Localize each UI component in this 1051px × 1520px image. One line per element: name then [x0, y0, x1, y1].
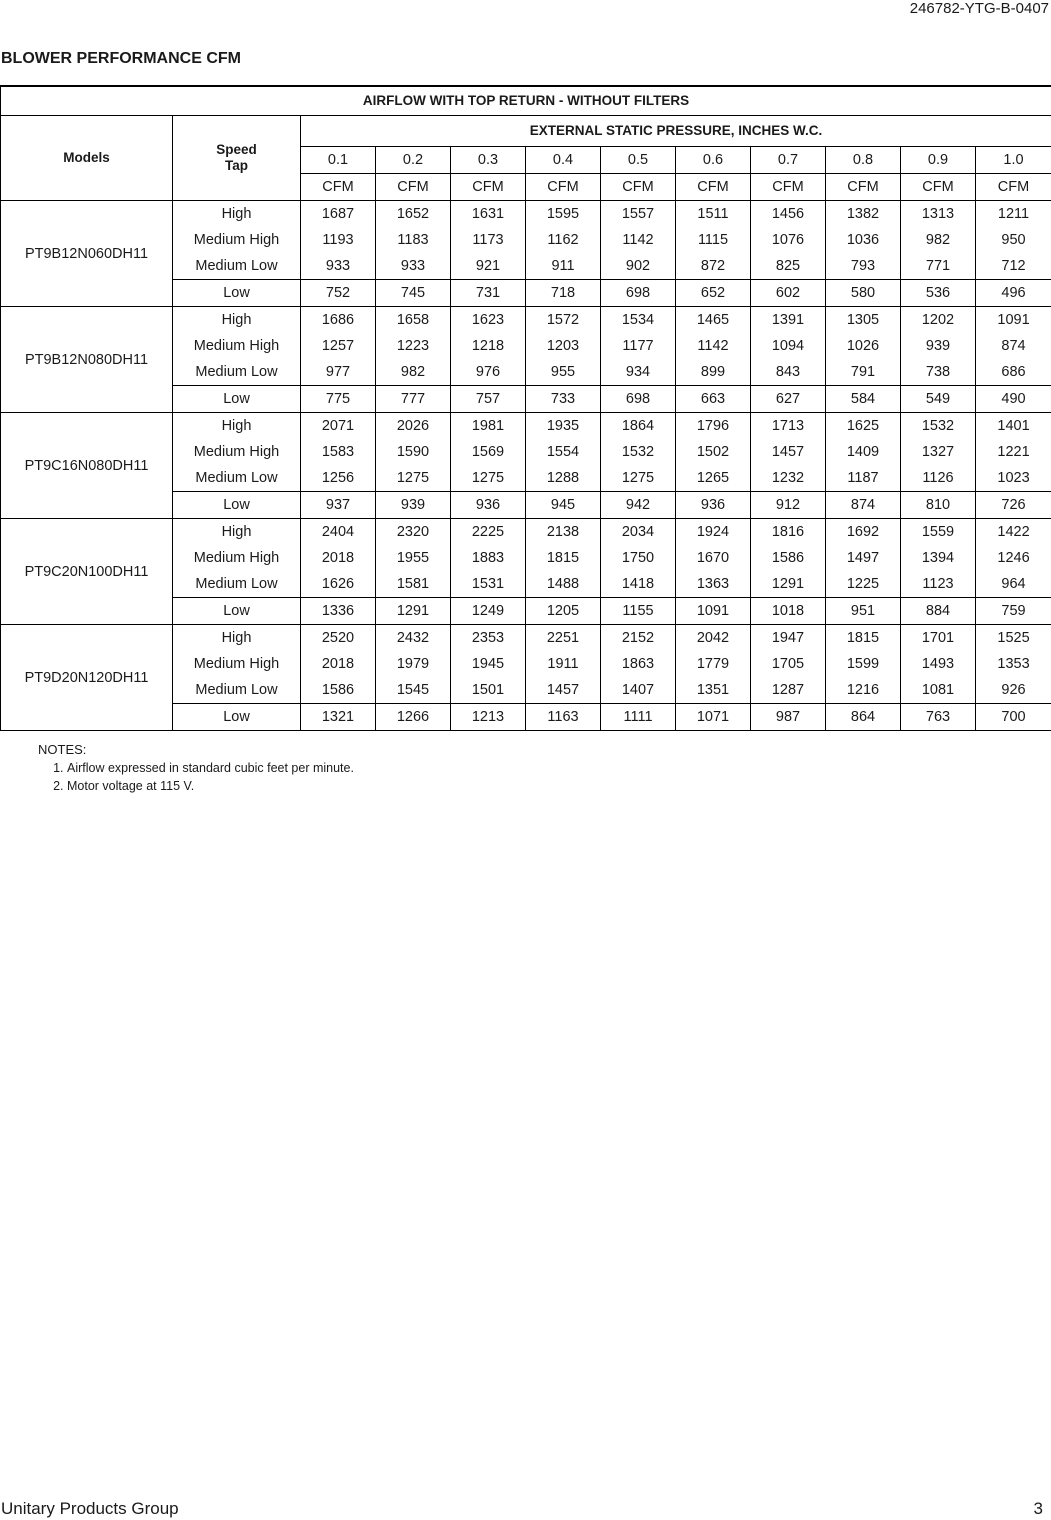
cfm-value-cell: 2404: [301, 519, 376, 546]
speed-tap-label-line2: Tap: [225, 158, 248, 173]
cfm-value-cell: 1205: [526, 598, 601, 625]
cfm-value-cell: 1457: [526, 677, 601, 704]
cfm-value-cell: 771: [901, 253, 976, 280]
unit-header-cell: CFM: [976, 174, 1051, 201]
cfm-value-cell: 1287: [751, 677, 826, 704]
cfm-value-cell: 1213: [451, 704, 526, 731]
cfm-value-cell: 1091: [676, 598, 751, 625]
cfm-value-cell: 1626: [301, 571, 376, 598]
cfm-value-cell: 712: [976, 253, 1051, 280]
cfm-value-cell: 1275: [376, 465, 451, 492]
cfm-value-cell: 1266: [376, 704, 451, 731]
cfm-value-cell: 1401: [976, 413, 1051, 440]
speed-tap-label-line1: Speed: [216, 142, 257, 157]
cfm-value-cell: 1456: [751, 201, 826, 228]
cfm-value-cell: 1457: [751, 439, 826, 465]
pressure-header-cell: 1.0: [976, 147, 1051, 174]
speed-tap-cell: Medium High: [173, 227, 301, 253]
cfm-value-cell: 1177: [601, 333, 676, 359]
cfm-value-cell: 1501: [451, 677, 526, 704]
cfm-value-cell: 2225: [451, 519, 526, 546]
cfm-value-cell: 911: [526, 253, 601, 280]
cfm-value-cell: 1796: [676, 413, 751, 440]
cfm-value-cell: 1557: [601, 201, 676, 228]
unit-header-cell: CFM: [676, 174, 751, 201]
cfm-value-cell: 982: [376, 359, 451, 386]
cfm-value-cell: 874: [826, 492, 901, 519]
cfm-value-cell: 951: [826, 598, 901, 625]
cfm-value-cell: 1187: [826, 465, 901, 492]
cfm-value-cell: 1572: [526, 307, 601, 334]
cfm-value-cell: 1981: [451, 413, 526, 440]
speed-tap-column-header: [173, 116, 301, 201]
cfm-value-cell: 1321: [301, 704, 376, 731]
cfm-value-cell: 1353: [976, 651, 1051, 677]
note-item: 2. Motor voltage at 115 V.: [67, 777, 354, 795]
speed-tap-cell: Medium High: [173, 333, 301, 359]
cfm-value-cell: 1815: [526, 545, 601, 571]
cfm-value-cell: 759: [976, 598, 1051, 625]
cfm-value-cell: 1599: [826, 651, 901, 677]
cfm-value-cell: 1623: [451, 307, 526, 334]
table-header: [1, 86, 1051, 201]
cfm-value-cell: 1779: [676, 651, 751, 677]
speed-tap-cell: Low: [173, 386, 301, 413]
cfm-value-cell: 1291: [376, 598, 451, 625]
cfm-value-cell: 2520: [301, 625, 376, 652]
cfm-value-cell: 1111: [601, 704, 676, 731]
cfm-value-cell: 1687: [301, 201, 376, 228]
cfm-value-cell: 1863: [601, 651, 676, 677]
cfm-value-cell: 584: [826, 386, 901, 413]
cfm-value-cell: 976: [451, 359, 526, 386]
cfm-value-cell: 1581: [376, 571, 451, 598]
cfm-value-cell: 1162: [526, 227, 601, 253]
cfm-value-cell: 1288: [526, 465, 601, 492]
pressure-header-cell: 0.4: [526, 147, 601, 174]
speed-tap-cell: High: [173, 307, 301, 334]
cfm-value-cell: 738: [901, 359, 976, 386]
cfm-value-cell: 1091: [976, 307, 1051, 334]
cfm-value-cell: 1947: [751, 625, 826, 652]
speed-tap-cell: Low: [173, 492, 301, 519]
cfm-value-cell: 1351: [676, 677, 751, 704]
cfm-value-cell: 1525: [976, 625, 1051, 652]
cfm-value-cell: 1532: [601, 439, 676, 465]
cfm-value-cell: 775: [301, 386, 376, 413]
cfm-value-cell: 1018: [751, 598, 826, 625]
cfm-value-cell: 1225: [826, 571, 901, 598]
pressure-header: EXTERNAL STATIC PRESSURE, INCHES W.C.: [301, 116, 1051, 147]
cfm-value-cell: 731: [451, 280, 526, 307]
cfm-value-cell: 843: [751, 359, 826, 386]
unit-header-cell: CFM: [751, 174, 826, 201]
cfm-value-cell: 1409: [826, 439, 901, 465]
cfm-value-cell: 987: [751, 704, 826, 731]
cfm-value-cell: 934: [601, 359, 676, 386]
cfm-value-cell: 1094: [751, 333, 826, 359]
notes-heading: NOTES:: [38, 742, 87, 757]
cfm-value-cell: 1815: [826, 625, 901, 652]
cfm-value-cell: 2432: [376, 625, 451, 652]
cfm-value-cell: 1142: [601, 227, 676, 253]
model-name-cell: PT9C20N100DH11: [1, 519, 173, 625]
cfm-value-cell: 937: [301, 492, 376, 519]
cfm-value-cell: 1126: [901, 465, 976, 492]
cfm-value-cell: 580: [826, 280, 901, 307]
cfm-value-cell: 2353: [451, 625, 526, 652]
cfm-value-cell: 763: [901, 704, 976, 731]
cfm-value-cell: 1382: [826, 201, 901, 228]
cfm-value-cell: 926: [976, 677, 1051, 704]
table-row: [1, 307, 1051, 334]
cfm-value-cell: 733: [526, 386, 601, 413]
cfm-value-cell: 698: [601, 280, 676, 307]
cfm-value-cell: 1532: [901, 413, 976, 440]
cfm-value-cell: 1036: [826, 227, 901, 253]
cfm-value-cell: 1713: [751, 413, 826, 440]
cfm-value-cell: 912: [751, 492, 826, 519]
cfm-value-cell: 1864: [601, 413, 676, 440]
cfm-value-cell: 1493: [901, 651, 976, 677]
speed-tap-cell: Medium High: [173, 439, 301, 465]
cfm-value-cell: 1256: [301, 465, 376, 492]
cfm-value-cell: 1488: [526, 571, 601, 598]
speed-tap-cell: Medium Low: [173, 465, 301, 492]
cfm-value-cell: 1534: [601, 307, 676, 334]
cfm-value-cell: 884: [901, 598, 976, 625]
cfm-value-cell: 942: [601, 492, 676, 519]
cfm-value-cell: 745: [376, 280, 451, 307]
cfm-value-cell: 2042: [676, 625, 751, 652]
cfm-value-cell: 1026: [826, 333, 901, 359]
table-title: AIRFLOW WITH TOP RETURN - WITHOUT FILTERS: [1, 86, 1051, 116]
cfm-value-cell: 1705: [751, 651, 826, 677]
cfm-value-cell: 1422: [976, 519, 1051, 546]
cfm-value-cell: 1407: [601, 677, 676, 704]
speed-tap-cell: Low: [173, 704, 301, 731]
cfm-value-cell: 1595: [526, 201, 601, 228]
cfm-value-cell: 1750: [601, 545, 676, 571]
cfm-value-cell: 1418: [601, 571, 676, 598]
cfm-value-cell: 602: [751, 280, 826, 307]
cfm-value-cell: 933: [376, 253, 451, 280]
cfm-value-cell: 1911: [526, 651, 601, 677]
speed-tap-cell: High: [173, 413, 301, 440]
pressure-header-cell: 0.6: [676, 147, 751, 174]
cfm-value-cell: 1275: [601, 465, 676, 492]
cfm-value-cell: 825: [751, 253, 826, 280]
cfm-value-cell: 1586: [301, 677, 376, 704]
cfm-value-cell: 1232: [751, 465, 826, 492]
cfm-value-cell: 1625: [826, 413, 901, 440]
cfm-value-cell: 1497: [826, 545, 901, 571]
document-number: 246782-YTG-B-0407: [909, 0, 1049, 17]
cfm-value-cell: 1081: [901, 677, 976, 704]
cfm-value-cell: 1202: [901, 307, 976, 334]
cfm-value-cell: 718: [526, 280, 601, 307]
cfm-value-cell: 1071: [676, 704, 751, 731]
cfm-value-cell: 2251: [526, 625, 601, 652]
cfm-value-cell: 1935: [526, 413, 601, 440]
cfm-value-cell: 977: [301, 359, 376, 386]
cfm-value-cell: 1193: [301, 227, 376, 253]
unit-header-cell: CFM: [451, 174, 526, 201]
cfm-value-cell: 686: [976, 359, 1051, 386]
cfm-value-cell: 933: [301, 253, 376, 280]
cfm-value-cell: 1257: [301, 333, 376, 359]
cfm-value-cell: 2026: [376, 413, 451, 440]
cfm-value-cell: 1336: [301, 598, 376, 625]
table-row: [1, 413, 1051, 440]
section-title: BLOWER PERFORMANCE CFM: [1, 50, 241, 67]
cfm-value-cell: 777: [376, 386, 451, 413]
cfm-value-cell: 1115: [676, 227, 751, 253]
note-item: 1. Airflow expressed in standard cubic feet per minute.: [67, 759, 354, 777]
cfm-value-cell: 964: [976, 571, 1051, 598]
cfm-value-cell: 1531: [451, 571, 526, 598]
cfm-value-cell: 1559: [901, 519, 976, 546]
cfm-value-cell: 1249: [451, 598, 526, 625]
cfm-value-cell: 700: [976, 704, 1051, 731]
models-column-header: Models: [1, 116, 173, 201]
cfm-value-cell: 1554: [526, 439, 601, 465]
cfm-value-cell: 902: [601, 253, 676, 280]
cfm-value-cell: 1313: [901, 201, 976, 228]
table-body: [1, 201, 1051, 731]
unit-header-cell: CFM: [601, 174, 676, 201]
unit-header-cell: CFM: [376, 174, 451, 201]
cfm-value-cell: 950: [976, 227, 1051, 253]
unit-header-cell: CFM: [901, 174, 976, 201]
cfm-value-cell: 1945: [451, 651, 526, 677]
cfm-value-cell: 663: [676, 386, 751, 413]
cfm-value-cell: 536: [901, 280, 976, 307]
model-name-cell: PT9D20N120DH11: [1, 625, 173, 731]
cfm-value-cell: 939: [901, 333, 976, 359]
cfm-value-cell: 1076: [751, 227, 826, 253]
notes: [38, 741, 354, 795]
cfm-value-cell: 627: [751, 386, 826, 413]
cfm-value-cell: 1652: [376, 201, 451, 228]
cfm-value-cell: 2018: [301, 651, 376, 677]
speed-tap-cell: High: [173, 201, 301, 228]
cfm-value-cell: 1465: [676, 307, 751, 334]
speed-tap-cell: Medium High: [173, 545, 301, 571]
speed-tap-cell: High: [173, 519, 301, 546]
model-name-cell: PT9C16N080DH11: [1, 413, 173, 519]
cfm-value-cell: 793: [826, 253, 901, 280]
cfm-value-cell: 1203: [526, 333, 601, 359]
cfm-value-cell: 1883: [451, 545, 526, 571]
cfm-value-cell: 1955: [376, 545, 451, 571]
cfm-value-cell: 899: [676, 359, 751, 386]
cfm-value-cell: 1023: [976, 465, 1051, 492]
cfm-value-cell: 1816: [751, 519, 826, 546]
table-row: [1, 201, 1051, 228]
model-name-cell: PT9B12N080DH11: [1, 307, 173, 413]
cfm-value-cell: 1275: [451, 465, 526, 492]
cfm-value-cell: 1569: [451, 439, 526, 465]
cfm-value-cell: 1979: [376, 651, 451, 677]
cfm-value-cell: 1511: [676, 201, 751, 228]
cfm-value-cell: 1670: [676, 545, 751, 571]
pressure-header-cell: 0.2: [376, 147, 451, 174]
cfm-value-cell: 652: [676, 280, 751, 307]
cfm-value-cell: 1221: [976, 439, 1051, 465]
cfm-value-cell: 1163: [526, 704, 601, 731]
footer-page-number: 3: [1033, 1499, 1043, 1518]
cfm-value-cell: 549: [901, 386, 976, 413]
unit-header-cell: CFM: [826, 174, 901, 201]
footer-company: Unitary Products Group: [1, 1499, 179, 1518]
cfm-value-cell: 1223: [376, 333, 451, 359]
cfm-value-cell: 757: [451, 386, 526, 413]
cfm-value-cell: 955: [526, 359, 601, 386]
pressure-header-cell: 0.9: [901, 147, 976, 174]
speed-tap-cell: Low: [173, 598, 301, 625]
table-row: [1, 519, 1051, 546]
pressure-header-cell: 0.3: [451, 147, 526, 174]
speed-tap-cell: Medium Low: [173, 253, 301, 280]
speed-tap-cell: Medium Low: [173, 571, 301, 598]
cfm-value-cell: 1183: [376, 227, 451, 253]
cfm-value-cell: 1692: [826, 519, 901, 546]
cfm-value-cell: 1216: [826, 677, 901, 704]
cfm-value-cell: 982: [901, 227, 976, 253]
cfm-value-cell: 864: [826, 704, 901, 731]
cfm-value-cell: 810: [901, 492, 976, 519]
cfm-value-cell: 726: [976, 492, 1051, 519]
cfm-value-cell: 1142: [676, 333, 751, 359]
cfm-value-cell: 1545: [376, 677, 451, 704]
cfm-value-cell: 1686: [301, 307, 376, 334]
cfm-value-cell: 2138: [526, 519, 601, 546]
cfm-value-cell: 1305: [826, 307, 901, 334]
cfm-value-cell: 698: [601, 386, 676, 413]
cfm-value-cell: 1583: [301, 439, 376, 465]
blower-performance-table: [0, 85, 1051, 731]
cfm-value-cell: 1924: [676, 519, 751, 546]
cfm-value-cell: 945: [526, 492, 601, 519]
cfm-value-cell: 496: [976, 280, 1051, 307]
notes-list: [38, 759, 354, 795]
cfm-value-cell: 1246: [976, 545, 1051, 571]
cfm-value-cell: 2152: [601, 625, 676, 652]
cfm-value-cell: 936: [676, 492, 751, 519]
cfm-value-cell: 921: [451, 253, 526, 280]
cfm-value-cell: 1327: [901, 439, 976, 465]
pressure-header-cell: 0.8: [826, 147, 901, 174]
cfm-value-cell: 2320: [376, 519, 451, 546]
cfm-value-cell: 1658: [376, 307, 451, 334]
cfm-value-cell: 939: [376, 492, 451, 519]
model-name-cell: PT9B12N060DH11: [1, 201, 173, 307]
pressure-header-cell: 0.1: [301, 147, 376, 174]
table-row: [1, 625, 1051, 652]
cfm-value-cell: 1631: [451, 201, 526, 228]
cfm-value-cell: 752: [301, 280, 376, 307]
cfm-value-cell: 874: [976, 333, 1051, 359]
cfm-value-cell: 1363: [676, 571, 751, 598]
cfm-value-cell: 791: [826, 359, 901, 386]
cfm-value-cell: 1123: [901, 571, 976, 598]
cfm-value-cell: 2018: [301, 545, 376, 571]
cfm-value-cell: 872: [676, 253, 751, 280]
cfm-value-cell: 2071: [301, 413, 376, 440]
cfm-value-cell: 1173: [451, 227, 526, 253]
speed-tap-cell: High: [173, 625, 301, 652]
unit-header-cell: CFM: [301, 174, 376, 201]
cfm-value-cell: 1701: [901, 625, 976, 652]
cfm-value-cell: 2034: [601, 519, 676, 546]
cfm-value-cell: 1265: [676, 465, 751, 492]
cfm-value-cell: 1394: [901, 545, 976, 571]
cfm-value-cell: 1291: [751, 571, 826, 598]
pressure-header-cell: 0.7: [751, 147, 826, 174]
cfm-value-cell: 1586: [751, 545, 826, 571]
cfm-value-cell: 936: [451, 492, 526, 519]
cfm-value-cell: 1218: [451, 333, 526, 359]
cfm-value-cell: 1502: [676, 439, 751, 465]
cfm-value-cell: 1391: [751, 307, 826, 334]
cfm-value-cell: 1590: [376, 439, 451, 465]
cfm-value-cell: 1211: [976, 201, 1051, 228]
speed-tap-cell: Medium High: [173, 651, 301, 677]
cfm-value-cell: 490: [976, 386, 1051, 413]
pressure-header-cell: 0.5: [601, 147, 676, 174]
speed-tap-cell: Medium Low: [173, 359, 301, 386]
speed-tap-cell: Low: [173, 280, 301, 307]
cfm-value-cell: 1155: [601, 598, 676, 625]
unit-header-cell: CFM: [526, 174, 601, 201]
speed-tap-cell: Medium Low: [173, 677, 301, 704]
